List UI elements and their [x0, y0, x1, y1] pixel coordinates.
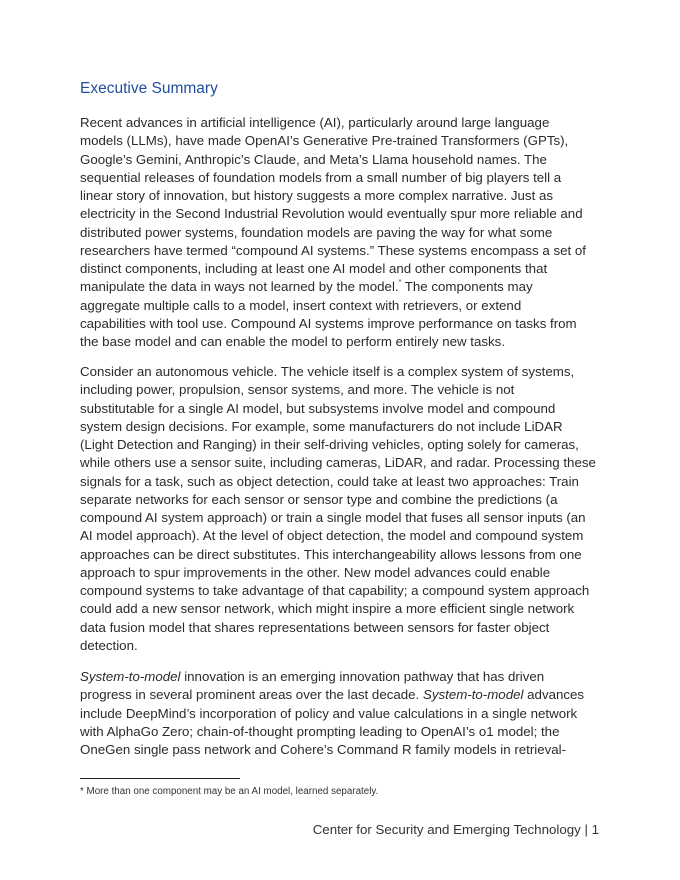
paragraph-3	[80, 668, 584, 759]
text-segment: innovation is an emerging innovation pathway that has driven	[180, 669, 545, 684]
text-line: separate networks for each sensor or sensor type and combine the predictions (a	[80, 491, 558, 507]
text-line: aggregate multiple calls to a model, insert context with retrievers, or extend	[80, 297, 522, 313]
text-line: include DeepMind’s incorporation of policy and value calculations in a single network	[80, 705, 578, 721]
text-line: Google’s Gemini, Anthropic’s Claude, and Meta’s Llama household names. The	[80, 151, 547, 167]
text-line: sequential releases of foundation models from a small number of big players tell a	[80, 169, 562, 185]
text-line: capabilities with tool use. Compound AI systems improve performance on tasks from	[80, 315, 577, 331]
text-segment: manipulate the data in ways not learned by the model.	[80, 279, 399, 295]
footnote-divider	[80, 778, 240, 779]
text-line: approaches can be direct substitutes. This interchangeability allows lessons from one	[80, 546, 582, 562]
text-line: while others use a sensor suite, including cameras, LiDAR, and radar. Processing these	[80, 455, 596, 471]
paragraph-2	[80, 363, 596, 655]
text-line: distinct components, including at least one AI model and other components that	[80, 261, 548, 276]
text-line: electricity in the Second Industrial Revolution would eventually spur more reliable and	[80, 206, 583, 222]
text-line: Consider an autonomous vehicle. The vehicle itself is a complex system of systems,	[80, 364, 575, 379]
text-segment: advances	[523, 687, 585, 703]
text-line: including power, propulsion, sensor systems, and more. The vehicle is not	[80, 382, 515, 398]
section-heading: Executive Summary	[80, 80, 218, 97]
text-line	[80, 668, 584, 686]
text-line: models (LLMs), have made OpenAI’s Generative Pre-trained Transformers (GPTs),	[80, 133, 569, 149]
text-line: signals for a task, such as object detection, could take at least two approaches: Train	[80, 473, 579, 489]
text-line: approach to spur improvements in the other. New model advances could enable	[80, 564, 551, 580]
text-line: substitutable for a single AI model, but subsystems involve model and compound	[80, 400, 556, 416]
text-line: OneGen single pass network and Cohere’s Command R family models in retrieval-	[80, 742, 567, 757]
page-footer: Center for Security and Emerging Technology | 1	[312, 822, 599, 837]
text-line: could add a new sensor network, which might inspire a more efficient single network	[80, 601, 575, 617]
text-line: distributed power systems, foundation models are paving the way for what some	[80, 224, 553, 240]
text-line	[80, 278, 586, 296]
text-line: Recent advances in artificial intelligence (AI), particularly around large language	[80, 115, 550, 130]
text-segment: The components may	[401, 279, 533, 295]
footnote: * More than one component may be an AI model, learned separately.	[80, 786, 379, 797]
footnote-marker[interactable]: *	[398, 279, 402, 287]
text-line: linear story of innovation, but history suggests a more complex narrative. Just as	[80, 188, 554, 203]
italic-term: System-to-model	[422, 687, 524, 703]
text-line: detection.	[80, 637, 138, 653]
text-line: data fusion model that shares representations between sensors for faster object	[80, 619, 550, 635]
text-line: compound AI system approach) or train a single model that fuses all sensor inputs (an	[80, 510, 586, 525]
italic-term: System-to-model	[80, 669, 181, 684]
text-line: AI model approach). At the level of object detection, the model and compound system	[80, 528, 584, 544]
text-line: researchers have termed “compound AI systems.” These systems encompass a set of	[80, 242, 586, 258]
text-line: (Light Detection and Ranging) in their self-driving vehicles, opting solely for cameras,	[80, 437, 579, 452]
text-segment: progress in several prominent areas over the last decade.	[80, 687, 423, 703]
text-line: the base model and can enable the model to perform entirely new tasks.	[80, 334, 506, 349]
text-line	[80, 686, 584, 704]
text-line: with AlphaGo Zero; chain-of-thought prompting leading to OpenAI’s o1 model; the	[80, 723, 560, 739]
text-line: compound systems to take advantage of that capability; a compound system approach	[80, 583, 590, 598]
text-line: system design decisions. For example, some manufacturers do not include LiDAR	[80, 418, 563, 434]
paragraph-1	[80, 114, 586, 351]
